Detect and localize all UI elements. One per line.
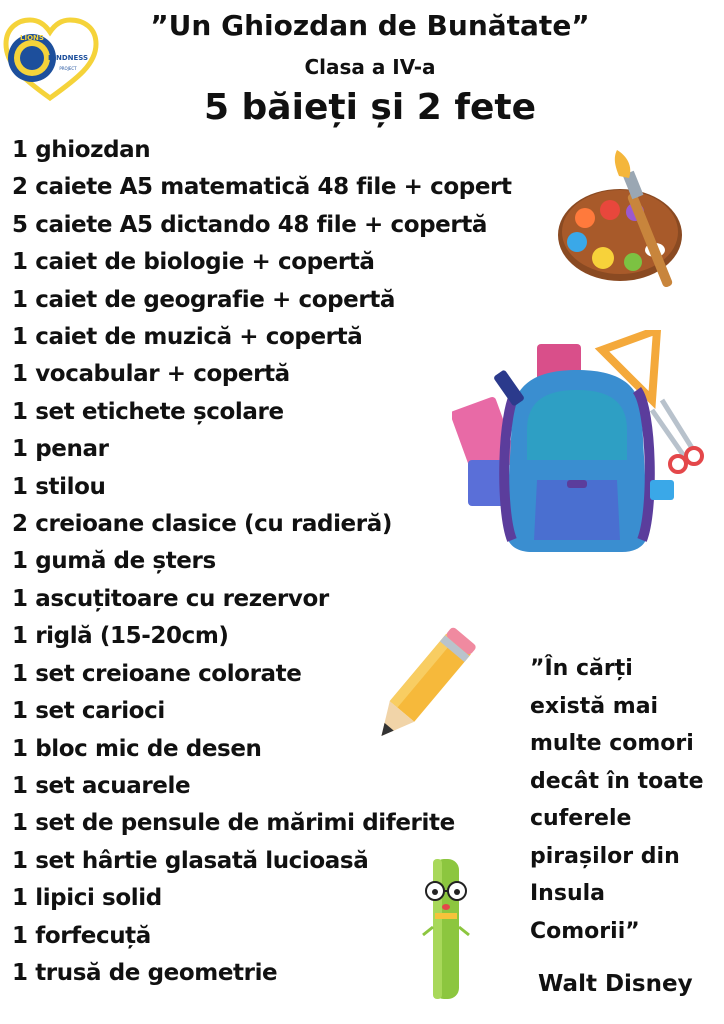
list-item: 1 set creioane colorate [12,660,302,687]
list-item: 2 creioane clasice (cu radieră) [12,511,392,538]
class-subtitle: Clasa a IV-a [304,55,436,79]
quote-line: există mai [530,693,659,719]
logo-badge-subtext: PROJECT [59,66,77,71]
list-item: 1 bloc mic de desen [12,735,262,762]
list-item: 1 gumă de șters [12,548,216,575]
list-item: 1 riglă (15-20cm) [12,623,229,650]
list-item: 1 forfecuță [12,922,151,949]
quote-line: Comorii” [530,918,640,944]
list-item: 1 stilou [12,473,106,500]
list-item: 1 caiet de biologie + copertă [12,249,375,276]
logo-emblem-text: LIONS [20,34,44,42]
logo-badge-text: KINDNESS [47,54,89,62]
list-item: 1 vocabular + copertă [12,361,290,388]
list-item: 1 ascuțitoare cu rezervor [12,585,329,612]
quote-text [530,650,720,950]
list-item: 1 caiet de muzică + copertă [12,324,363,351]
students-heading: 5 băieți și 2 fete [203,87,537,128]
list-item: 1 set etichete școlare [12,398,284,425]
quote-author: Walt Disney [538,971,693,997]
list-item: 2 caiete A5 matematică 48 file + copert [12,174,512,201]
lions-kindness-logo [2,16,100,102]
list-item: 1 set hârtie glasată lucioasă [12,847,369,874]
quote-line: multe comori [530,731,694,756]
paint-palette-icon [555,150,700,300]
list-item: 1 lipici solid [12,885,162,912]
quote-line: cuferele [530,806,632,831]
list-item: 1 trusă de geometrie [12,959,278,986]
list-item: 1 set carioci [12,698,165,725]
list-item: 1 caiet de geografie + copertă [12,286,396,313]
list-item: 1 penar [12,436,109,463]
quote-line: Insula [530,881,605,906]
marker-character-icon [415,855,480,1005]
list-item: 1 ghiozdan [12,137,151,163]
quote-line: ”În cărți [530,656,633,681]
quote-line: decât în toate [530,768,704,794]
school-backpack-icon [452,330,712,560]
pencil-icon [360,620,480,760]
list-item: 1 set de pensule de mărimi diferite [12,810,455,837]
list-item: 5 caiete A5 dictando 48 file + copertă [12,211,488,238]
quote-line: pirașilor din [530,843,680,869]
list-item: 1 set acuarele [12,772,191,799]
page-title: ”Un Ghiozdan de Bunătate” [150,9,590,42]
